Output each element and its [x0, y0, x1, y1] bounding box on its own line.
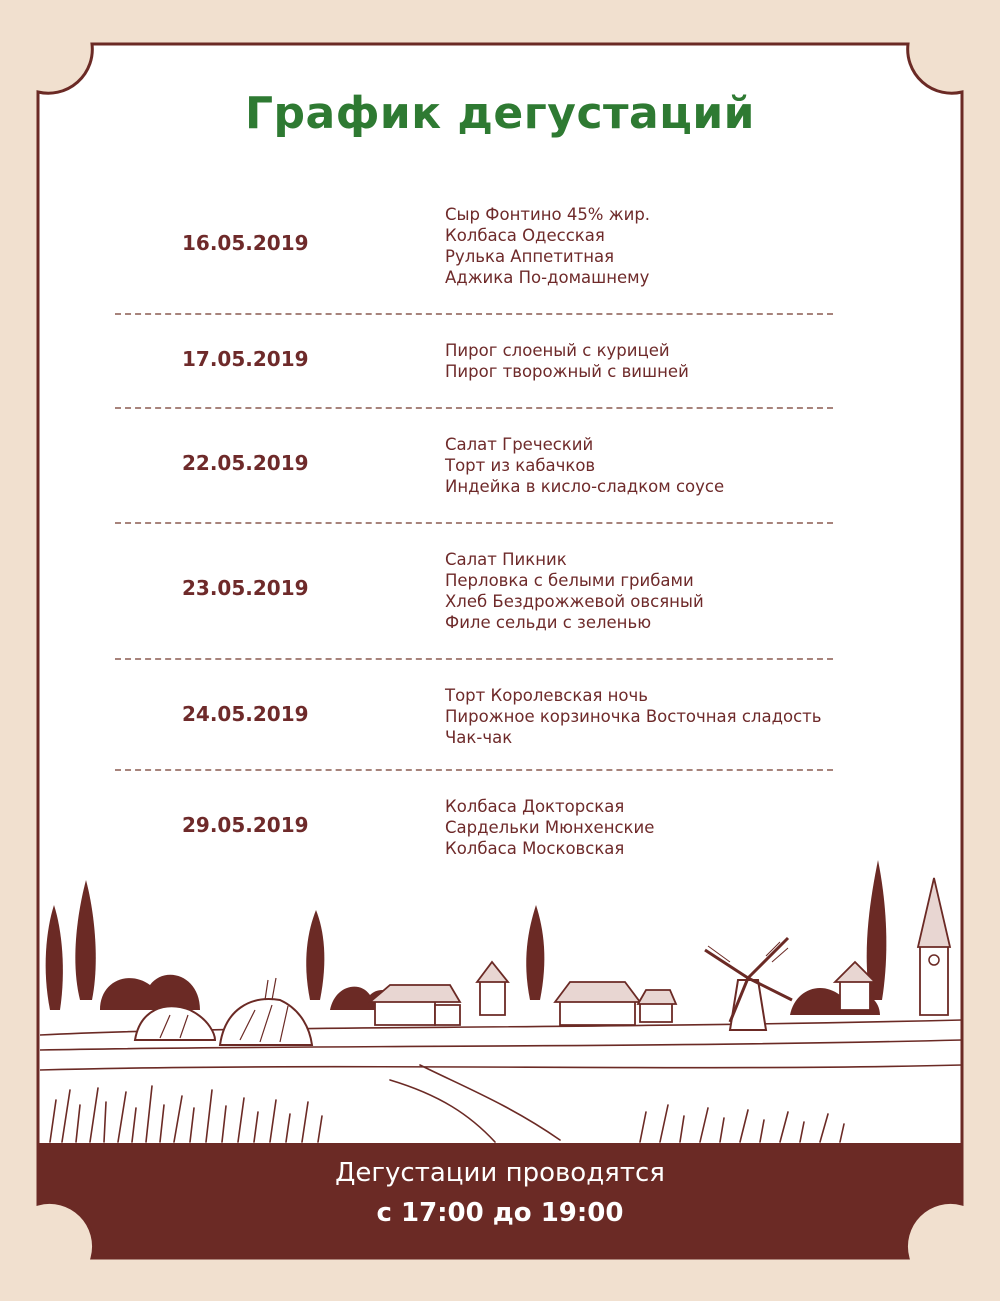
row-date: 24.05.2019: [182, 702, 309, 726]
dish-item: Индейка в кисло-сладком соусе: [445, 477, 725, 496]
row-items: [445, 685, 821, 748]
dish-item: Сардельки Мюнхенские: [445, 818, 655, 837]
footer-line-1: Дегустации проводятся: [335, 1158, 665, 1188]
dish-item: Торт из кабачков: [445, 456, 596, 475]
dish-item: Салат Пикник: [445, 550, 567, 569]
page-title: График дегустаций: [245, 88, 755, 139]
dish-item: Колбаса Одесская: [445, 226, 605, 245]
rural-landscape-illustration: [40, 850, 962, 1145]
dashed-separator: [115, 407, 833, 409]
dish-item: Пирог слоеный с курицей: [445, 341, 670, 360]
dashed-separator: [115, 658, 833, 660]
dish-item: Рулька Аппетитная: [445, 247, 615, 266]
dish-item: Салат Греческий: [445, 435, 594, 454]
row-date: 17.05.2019: [182, 347, 309, 371]
dish-item: Колбаса Докторская: [445, 797, 625, 816]
dish-item: Аджика По-домашнему: [445, 268, 650, 287]
dashed-separator: [115, 313, 833, 315]
footer-line-2: с 17:00 до 19:00: [376, 1198, 624, 1228]
dashed-separator: [115, 522, 833, 524]
dish-item: Торт Королевская ночь: [445, 686, 648, 705]
dish-item: Колбаса Московская: [445, 839, 625, 858]
dish-item: Сыр Фонтино 45% жир.: [445, 205, 651, 224]
dish-item: Пирожное корзиночка Восточная сладость: [445, 707, 822, 726]
row-items: [445, 204, 650, 288]
row-date: 29.05.2019: [182, 813, 309, 837]
dish-item: Хлеб Бездрожжевой овсяный: [445, 592, 704, 611]
row-items: [445, 549, 704, 633]
dish-item: Перловка с белыми грибами: [445, 571, 694, 590]
dashed-separator: [115, 769, 833, 771]
dish-item: Пирог творожный с вишней: [445, 362, 689, 381]
row-date: 23.05.2019: [182, 576, 309, 600]
dish-item: Чак-чак: [445, 728, 513, 747]
row-date: 16.05.2019: [182, 231, 309, 255]
dish-item: Филе сельди с зеленью: [445, 613, 652, 632]
row-items: [445, 340, 689, 382]
row-items: [445, 434, 724, 497]
row-date: 22.05.2019: [182, 451, 309, 475]
